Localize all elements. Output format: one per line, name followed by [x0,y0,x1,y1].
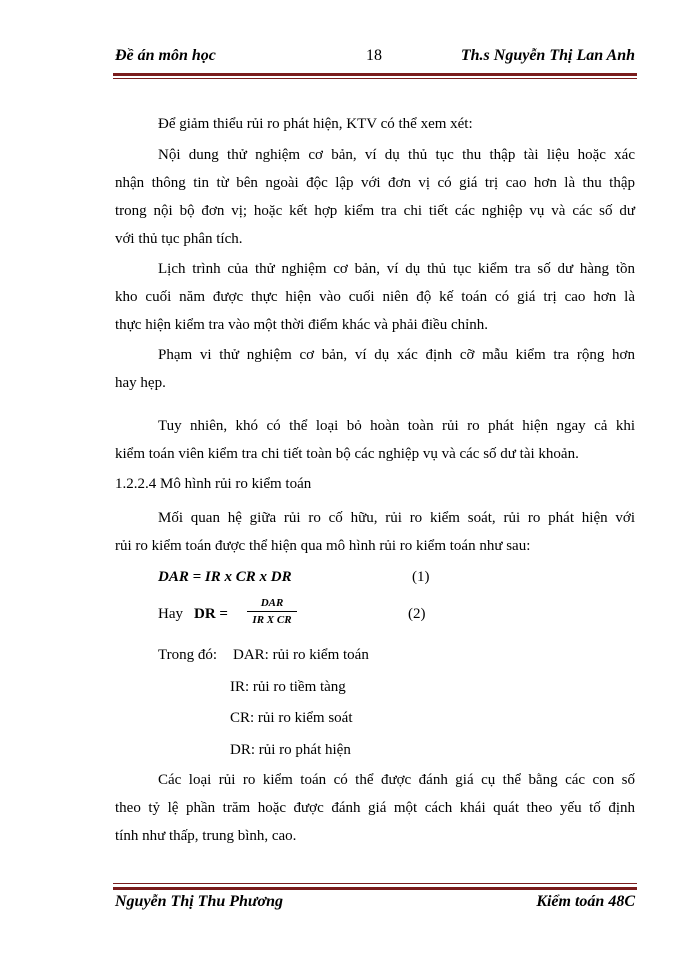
paragraph-model-line: Mối quan hệ giữa rủi ro cố hữu, rủi ro kiểm soát, rủi ro phát hiện với [158,510,635,526]
paragraph-content-line: với thủ tục phân tích. [115,231,243,247]
paragraph-schedule-line: thực hiện kiểm tra vào một thời điểm khác và phải điều chỉnh. [115,317,489,333]
where-label: Trong đó: [158,647,218,663]
paragraph-content-line: trong nội bộ đơn vị; hoặc kết hợp kiểm tra chi tiết các nghiệp vụ và các số dư [115,203,635,219]
paragraph-however-line: kiểm toán viên kiểm tra chi tiết toàn bộ các nghiệp vụ và các số dư tài khoản. [115,446,579,462]
footer-class: Kiểm toán 48C [536,893,635,910]
paragraph-scope-line: hay hẹp. [115,375,166,391]
footer-rule-thin [113,883,637,884]
header-instructor: Th.s Nguyễn Thị Lan Anh [460,47,635,64]
paragraph-model-line: rủi ro kiểm toán được thể hiện qua mô hình rủi ro kiểm toán như sau: [115,538,531,554]
page-header [115,47,635,71]
fraction-numerator: DAR [260,597,284,609]
footer-rule-thick [113,887,637,890]
formula-prefix: Hay [158,606,183,622]
paragraph-assessment-line: tính như thấp, trung bình, cao. [115,828,297,844]
fraction-bar [247,611,297,612]
section-heading: 1.2.2.4 Mô hình rủi ro kiểm toán [115,476,312,492]
definition-dar: DAR: rủi ro kiểm toán [233,647,369,663]
page-footer [115,893,635,917]
formula-detection-risk-lhs: DR = [194,606,228,622]
definition-cr: CR: rủi ro kiểm soát [230,710,353,726]
definition-ir: IR: rủi ro tiềm tàng [230,679,346,695]
paragraph-assessment-line: theo tỷ lệ phần trăm hoặc được đánh giá một cách khái quát theo yếu tố định [115,800,635,816]
paragraph-intro: Để giảm thiểu rủi ro phát hiện, KTV có thể xem xét: [158,116,473,132]
formula-number-1: (1) [412,569,430,585]
header-rule-thick [113,73,637,76]
header-rule-thin [113,78,637,79]
paragraph-schedule-line: kho cuối năm được thực hiện vào cuối niên độ kế toán có giá trị cao hơn là [115,289,635,305]
formula-fraction [247,596,297,627]
paragraph-scope-line: Phạm vi thử nghiệm cơ bản, ví dụ xác định cỡ mẫu kiểm tra rộng hơn [158,347,635,363]
header-course-title: Đề án môn học [115,47,216,64]
formula-audit-risk: DAR = IR x CR x DR [158,569,292,585]
paragraph-content-line: nhận thông tin từ bên ngoài độc lập với đơn vị có giá trị cao hơn là thu thập [115,175,635,191]
footer-author: Nguyễn Thị Thu Phương [115,893,283,910]
definition-dr: DR: rủi ro phát hiện [230,742,351,758]
paragraph-schedule-line: Lịch trình của thử nghiệm cơ bản, ví dụ thủ tục kiểm tra số dư hàng tồn [158,261,635,277]
paragraph-assessment-line: Các loại rủi ro kiểm toán có thể được đánh giá cụ thể bằng các con số [158,772,635,788]
page-number: 18 [366,47,382,64]
paragraph-however-line: Tuy nhiên, khó có thể loại bỏ hoàn toàn rủi ro phát hiện ngay cả khi [158,418,635,434]
fraction-denominator: IR X CR [252,614,292,626]
paragraph-content-line: Nội dung thử nghiệm cơ bản, ví dụ thủ tục thu thập tài liệu hoặc xác [158,147,635,163]
formula-number-2: (2) [408,606,426,622]
